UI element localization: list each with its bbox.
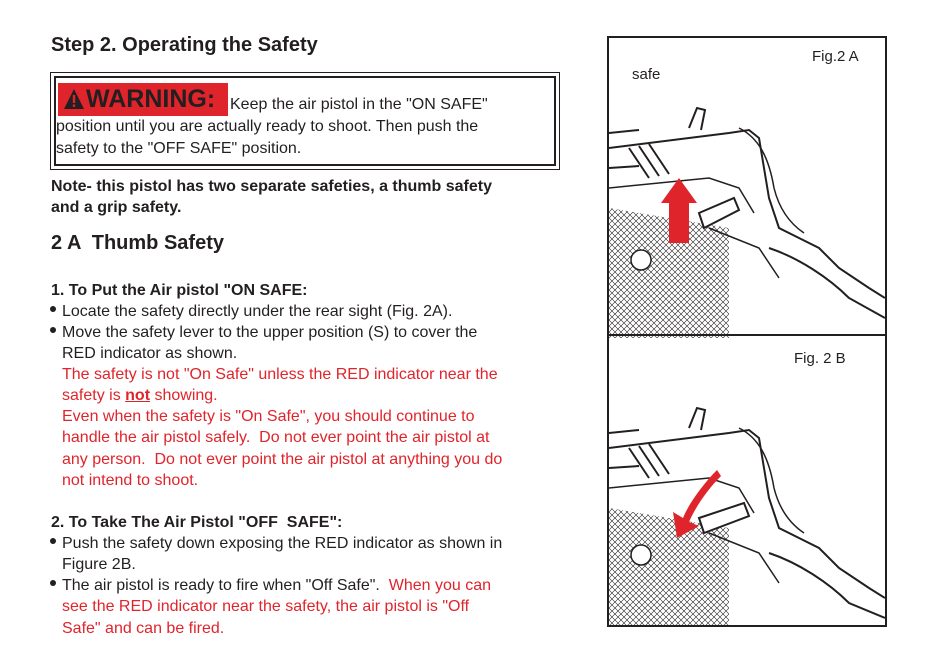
note-line-2: and a grip safety. xyxy=(51,199,182,216)
red-text: safety is xyxy=(62,387,126,404)
on-safe-red-line-6: not intend to shoot. xyxy=(62,472,199,489)
page-title: Step 2. Operating the Safety xyxy=(51,34,318,56)
on-safe-heading: 1. To Put the Air pistol "ON SAFE: xyxy=(51,282,308,299)
bullet-icon xyxy=(50,580,56,586)
off-safe-bullet-1-line-1: Push the safety down exposing the RED indicator as shown in xyxy=(62,535,503,552)
on-safe-red-line-4: handle the air pistol safely. Do not ever point the air pistol at xyxy=(62,429,490,446)
warning-badge xyxy=(58,83,228,116)
on-safe-bullet-1: Locate the safety directly under the rear sight (Fig. 2A). xyxy=(62,303,453,320)
on-safe-red-line-1: The safety is not "On Safe" unless the RED indicator near the xyxy=(62,366,498,383)
off-safe-bullet-2-line-1 xyxy=(62,576,491,596)
off-safe-bullet-1-line-2: Figure 2B. xyxy=(62,556,136,573)
warning-triangle-icon xyxy=(63,88,85,110)
bullet-icon xyxy=(50,306,56,312)
fig-2b-drawing xyxy=(609,408,885,625)
warning-badge-label: WARNING: xyxy=(86,85,216,113)
on-safe-bullet-2-line-2: RED indicator as shown. xyxy=(62,345,238,362)
section-heading: 2 A Thumb Safety xyxy=(51,232,224,254)
warning-text-line-2: position until you are actually ready to shoot. Then push the xyxy=(56,118,479,135)
fig-2a-caption: safe xyxy=(632,66,661,83)
warning-text-line-1: Keep the air pistol in the "ON SAFE" xyxy=(230,96,488,113)
on-safe-red-line-3: Even when the safety is "On Safe", you should continue to xyxy=(62,408,475,425)
off-safe-bullet-2-line-3: Safe" and can be fired. xyxy=(62,620,225,637)
note xyxy=(51,176,492,218)
off-safe-bullet-2-line-2: see the RED indicator near the safety, the air pistol is "Off xyxy=(62,598,470,615)
on-safe-red-line-2 xyxy=(62,386,218,406)
figure-panel xyxy=(607,36,887,627)
on-safe-bullet-2-line-1: Move the safety lever to the upper position (S) to cover the xyxy=(62,324,478,341)
fig-2b-label: Fig. 2 B xyxy=(794,350,846,367)
on-safe-red-line-5: any person. Do not ever point the air pistol at anything you do xyxy=(62,451,503,468)
red-text: When you can xyxy=(388,577,492,594)
emphasis-not: not xyxy=(125,387,151,404)
pistol-illustration xyxy=(609,38,885,625)
bullet-icon xyxy=(50,327,56,333)
fig-2a-drawing xyxy=(609,108,885,338)
bullet-icon xyxy=(50,538,56,544)
red-text: showing. xyxy=(150,387,218,404)
note-line-1: Note- this pistol has two separate safeties, a thumb safety xyxy=(51,178,492,195)
off-safe-heading: 2. To Take The Air Pistol "OFF SAFE": xyxy=(51,514,343,531)
black-text: The air pistol is ready to fire when "Off Safe". xyxy=(62,577,389,594)
warning-text-line-3: safety to the "OFF SAFE" position. xyxy=(56,140,302,157)
fig-2a-label: Fig.2 A xyxy=(812,48,859,65)
